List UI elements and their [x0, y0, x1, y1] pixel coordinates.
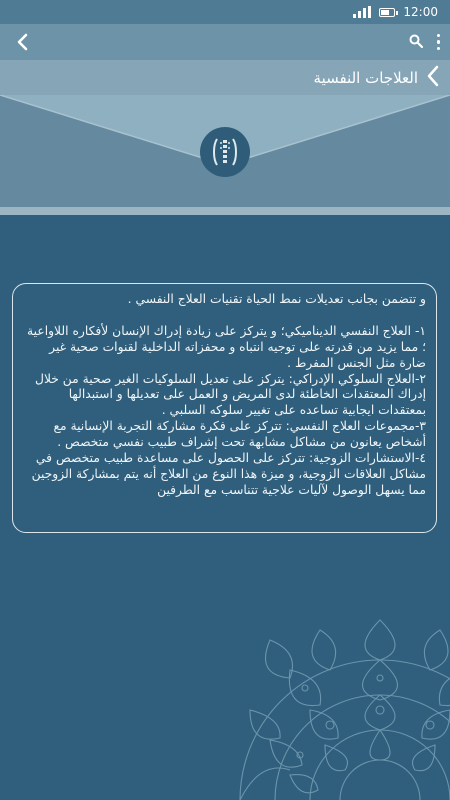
more-vert-icon[interactable] [437, 34, 441, 51]
back-arrow-icon[interactable] [10, 29, 36, 55]
treatment-item: ٢-العلاج السلوكي الإدراكي: يتركز على تعديل السلوكيات الغير صحية من خلال إدراك المعتقدات الخاطئة لدى المريض و العمل على تعديلها و استبدالها بمعتقدات ايجابية تساعده على تغيير سلوكه السلبي . [35, 371, 426, 418]
signal-icon [353, 6, 371, 18]
banner-divider [0, 207, 450, 215]
intro-paragraph: و تتضمن بجانب تعديلات نمط الحياة تقنيات العلاج النفسي . [127, 292, 426, 306]
treatment-item: ٣-مجموعات العلاج النفسي: تتركز على فكرة مشاركة التجربة الإنسانية مع أشخاص يعانون من مشاكل مشابهة تحت إشراف طبيب نفسي متخصص . [53, 419, 426, 450]
page-title: العلاجات النفسية [313, 68, 418, 87]
treatment-item: ٤-الاستشارات الزوجية: تتركز على الحصول على مساعدة طبيب متخصص في مشاكل العلاقات الزوجية، و ميزة هذا النوع من العلاج أنه يتم بمشاركة الزوجين مما يسهل الوصول لآليات علاجية تتناسب مع الطرفين [31, 451, 426, 497]
mandala-ornament [230, 560, 450, 800]
battery-icon [379, 8, 395, 17]
treatment-item: ١- العلاج النفسي الديناميكي؛ و يتركز على زيادة إدراك الإنسان لأفكاره اللاواعية ؛ مما يزيد من قدرته على توجيه انتباه و محفزاته الداخلية لقنوات صحية غير ضارة مثل الجنس المفرط . [27, 323, 426, 370]
status-bar [0, 0, 450, 24]
app-bar [0, 24, 450, 60]
search-icon[interactable] [409, 33, 423, 52]
status-time: 12:00 [403, 5, 438, 19]
page-header [0, 60, 450, 95]
chevron-right-icon[interactable] [426, 65, 440, 91]
spine-icon [200, 127, 250, 177]
treatment-text-box [12, 283, 437, 533]
